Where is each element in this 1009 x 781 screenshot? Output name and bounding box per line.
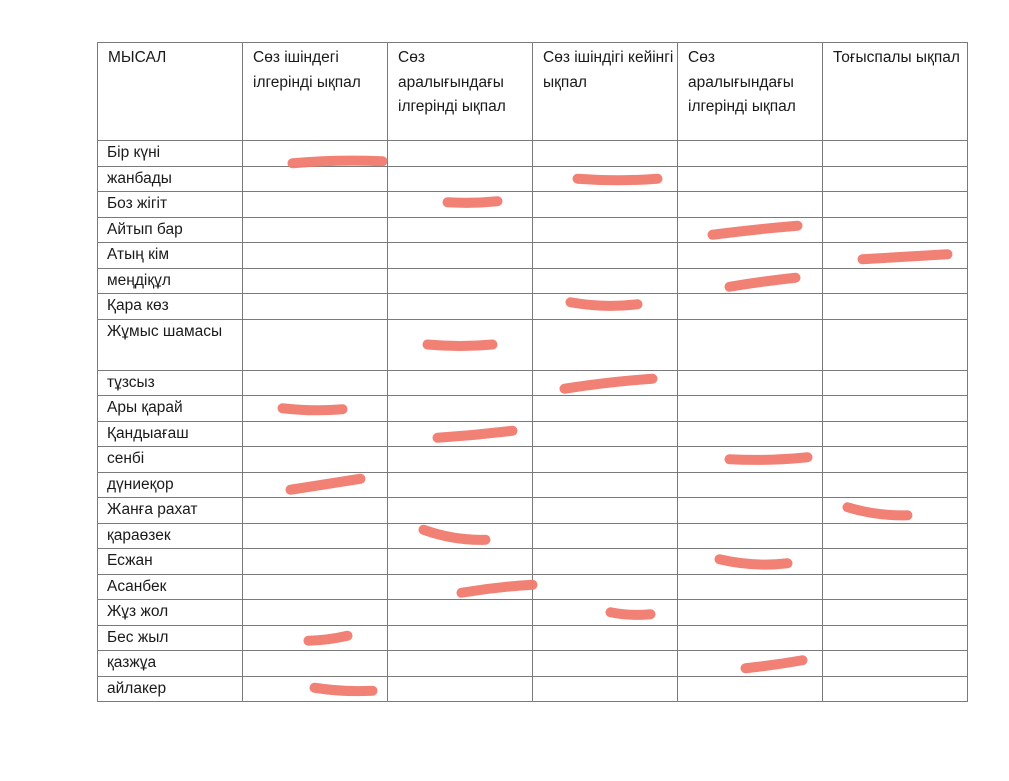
example-cell: Атың кім [98,243,243,269]
mark-cell [823,141,968,167]
example-cell: Бес жыл [98,625,243,651]
example-cell: Асанбек [98,574,243,600]
mark-cell [533,549,678,575]
table-row [98,625,968,651]
mark-cell [388,523,533,549]
table-row [98,549,968,575]
mark-cell [388,574,533,600]
mark-cell [533,574,678,600]
table-row [98,217,968,243]
mark-cell [823,370,968,396]
mark-cell [823,625,968,651]
mark-cell [678,676,823,702]
mark-cell [823,166,968,192]
mark-cell [388,396,533,422]
example-cell: меңдіқұл [98,268,243,294]
mark-cell [533,447,678,473]
mark-cell [243,574,388,600]
mark-cell [388,600,533,626]
mark-cell [823,549,968,575]
mark-cell [243,676,388,702]
example-cell: Есжан [98,549,243,575]
mark-cell [678,319,823,370]
example-cell: тұзсыз [98,370,243,396]
mark-cell [678,294,823,320]
mark-cell [678,600,823,626]
mark-cell [388,421,533,447]
mark-cell [678,268,823,294]
mark-cell [388,243,533,269]
mark-cell [243,243,388,269]
mark-cell [823,447,968,473]
mark-cell [388,141,533,167]
header-example: МЫСАЛ [98,43,243,141]
mark-cell [678,625,823,651]
mark-cell [533,166,678,192]
mark-cell [243,294,388,320]
table-row [98,370,968,396]
mark-cell [243,447,388,473]
mark-cell [823,676,968,702]
mark-cell [533,141,678,167]
mark-cell [678,370,823,396]
mark-cell [678,574,823,600]
mark-cell [533,396,678,422]
mark-cell [388,294,533,320]
mark-cell [533,651,678,677]
table-row [98,319,968,370]
mark-cell [243,600,388,626]
example-cell: Жанға рахат [98,498,243,524]
mark-cell [823,600,968,626]
mark-cell [243,498,388,524]
table-row [98,574,968,600]
mark-cell [678,192,823,218]
mark-cell [533,421,678,447]
mark-cell [243,651,388,677]
mark-cell [243,192,388,218]
header-row [98,43,968,141]
mark-cell [678,447,823,473]
example-cell: Боз жігіт [98,192,243,218]
mark-cell [533,243,678,269]
header-mutual: Тоғыспалы ықпал [823,43,968,141]
mark-cell [533,625,678,651]
mark-cell [388,498,533,524]
mark-cell [823,421,968,447]
mark-cell [678,421,823,447]
mark-cell [678,217,823,243]
example-cell: Жұмыс шамасы [98,319,243,370]
mark-cell [678,166,823,192]
mark-cell [823,268,968,294]
mark-cell [388,472,533,498]
table-row [98,523,968,549]
table-row [98,166,968,192]
mark-cell [678,498,823,524]
mark-cell [388,549,533,575]
mark-cell [243,370,388,396]
example-cell: дүниеқор [98,472,243,498]
mark-cell [243,396,388,422]
mark-cell [533,319,678,370]
mark-cell [823,472,968,498]
mark-cell [243,523,388,549]
table-row [98,651,968,677]
example-cell: Қандыағаш [98,421,243,447]
mark-cell [533,676,678,702]
header-progressive-between-words-2: Сөз аралығындағы ілгерінді ықпал [678,43,823,141]
mark-cell [533,600,678,626]
mark-cell [533,523,678,549]
mark-cell [678,549,823,575]
mark-cell [388,651,533,677]
table-row [98,447,968,473]
classification-table [97,42,968,702]
mark-cell [823,294,968,320]
mark-cell [533,294,678,320]
example-cell: айлакер [98,676,243,702]
table-row [98,421,968,447]
mark-cell [823,217,968,243]
table-row [98,600,968,626]
example-cell: Қара көз [98,294,243,320]
mark-cell [678,396,823,422]
table-row [98,472,968,498]
table-row [98,141,968,167]
example-cell: Айтып бар [98,217,243,243]
mark-cell [823,523,968,549]
mark-cell [678,523,823,549]
mark-cell [678,651,823,677]
mark-cell [533,268,678,294]
table-row [98,192,968,218]
mark-cell [678,472,823,498]
mark-cell [823,574,968,600]
table-row [98,294,968,320]
mark-cell [243,319,388,370]
mark-cell [243,141,388,167]
mark-cell [243,625,388,651]
mark-cell [823,498,968,524]
mark-cell [243,549,388,575]
table-row [98,676,968,702]
example-cell: қазжұа [98,651,243,677]
mark-cell [823,651,968,677]
mark-cell [388,192,533,218]
mark-cell [243,166,388,192]
example-cell: Ары қарай [98,396,243,422]
example-cell: Бір күні [98,141,243,167]
mark-cell [533,192,678,218]
mark-cell [388,217,533,243]
mark-cell [823,192,968,218]
table-row [98,268,968,294]
mark-cell [533,370,678,396]
example-cell: Жұз жол [98,600,243,626]
mark-cell [823,319,968,370]
mark-cell [678,243,823,269]
header-regressive-in-word: Сөз ішіндігі кейінгі ықпал [533,43,678,141]
mark-cell [388,370,533,396]
header-progressive-between-words: Сөз аралығындағы ілгерінді ықпал [388,43,533,141]
mark-cell [823,396,968,422]
mark-cell [388,676,533,702]
mark-cell [533,472,678,498]
mark-cell [533,498,678,524]
mark-cell [243,268,388,294]
table-row [98,243,968,269]
mark-cell [243,217,388,243]
mark-cell [388,319,533,370]
mark-cell [243,472,388,498]
mark-cell [533,217,678,243]
table-row [98,396,968,422]
mark-cell [388,166,533,192]
mark-cell [823,243,968,269]
example-cell: сенбі [98,447,243,473]
header-progressive-in-word: Сөз ішіндегі ілгерінді ықпал [243,43,388,141]
mark-cell [388,625,533,651]
table-row [98,498,968,524]
example-cell: жанбады [98,166,243,192]
example-cell: қараөзек [98,523,243,549]
mark-cell [388,268,533,294]
mark-cell [388,447,533,473]
mark-cell [678,141,823,167]
mark-cell [243,421,388,447]
